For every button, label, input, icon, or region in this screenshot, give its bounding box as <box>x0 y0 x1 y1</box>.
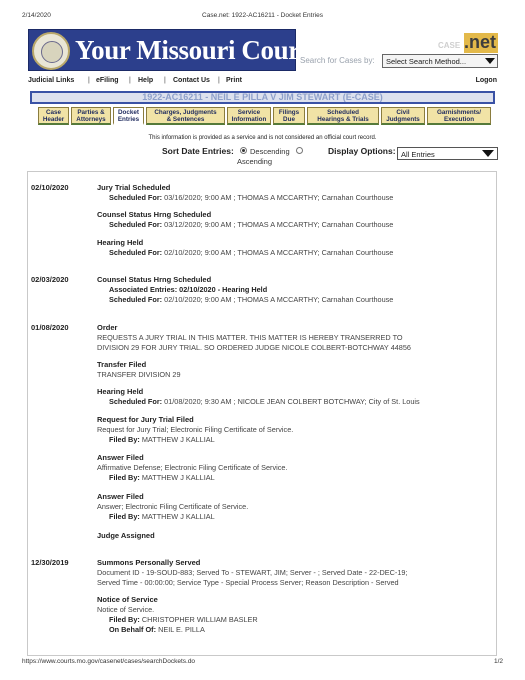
docket-item <box>97 323 492 353</box>
filed-by-value: MATTHEW J KALLIAL <box>141 473 215 482</box>
disclaimer-text: This information is provided as a service and is not considered an official court record. <box>148 135 377 141</box>
sort-descending-label: Descending <box>250 147 290 156</box>
display-options-value: All Entries <box>401 150 435 159</box>
tab-label-line: Judgments <box>386 116 420 123</box>
item-text: TRANSFER DIVISION 29 <box>97 370 181 379</box>
filed-by-line <box>97 512 492 522</box>
tab-label-line: Service <box>237 109 261 116</box>
scheduled-for-label: Scheduled For: <box>109 295 163 304</box>
filed-by-line <box>97 473 492 483</box>
casenet-logo[interactable] <box>438 33 498 55</box>
docket-item <box>97 183 492 203</box>
item-title: Jury Trial Scheduled <box>97 183 171 192</box>
tab-civil-judgments[interactable] <box>381 107 425 125</box>
logo-net-text: .net <box>463 32 496 52</box>
top-menu <box>28 77 497 87</box>
tab-label-line: Header <box>42 116 65 123</box>
scheduled-for-label: Scheduled For: <box>109 248 163 257</box>
chevron-down-icon <box>485 58 495 64</box>
item-text: Notice of Service. <box>97 605 155 614</box>
item-title: Counsel Status Hrng Scheduled <box>97 275 212 284</box>
docket-item <box>97 210 492 230</box>
menu-judicial-links[interactable]: Judicial Links <box>28 77 75 84</box>
sort-descending-radio[interactable] <box>240 147 247 154</box>
item-text: DIVISION 29 FOR JURY TRIAL. SO ORDERED JUDGE NICOLE COLBERT-BOTCHWAY 44856 <box>97 343 411 352</box>
filed-by-line <box>97 615 492 625</box>
item-title: Transfer Filed <box>97 360 147 369</box>
print-header <box>22 12 503 22</box>
scheduled-for-line <box>97 397 492 407</box>
item-text: Affirmative Defense; Electronic Filing Certificate of Service. <box>97 463 288 472</box>
docket-item <box>97 387 492 407</box>
tab-label-line: Parties & <box>77 109 105 116</box>
scheduled-for-label: Scheduled For: <box>109 397 163 406</box>
item-title: Summons Personally Served <box>97 558 201 567</box>
tab-label-line: Scheduled <box>327 109 359 116</box>
print-date: 2/14/2020 <box>22 12 51 19</box>
search-method-select[interactable] <box>382 54 498 68</box>
item-title: Notice of Service <box>97 595 158 604</box>
docket-item <box>97 275 492 305</box>
case-tabs <box>38 107 491 125</box>
logo-case-text: CASE <box>438 41 461 50</box>
menu-separator: | <box>218 77 220 84</box>
tab-label-line: Entries <box>117 116 140 123</box>
sort-ascending-radio[interactable] <box>296 147 303 154</box>
docket-item <box>97 453 492 483</box>
docket-item <box>97 238 492 258</box>
tab-scheduled-hearings[interactable] <box>307 107 379 125</box>
sort-ascending-label: Ascending <box>237 157 273 166</box>
item-title: Counsel Status Hrng Scheduled <box>97 210 212 219</box>
scheduled-for-line <box>97 295 492 305</box>
scheduled-for-line <box>97 220 492 230</box>
docket-item <box>97 531 492 541</box>
chevron-down-icon <box>482 150 494 157</box>
scheduled-for-label: Scheduled For: <box>109 220 163 229</box>
tab-label-line: Execution <box>443 116 475 123</box>
tab-label-line: Charges, Judgments <box>154 109 217 116</box>
tab-garnishments-execution[interactable] <box>427 107 491 125</box>
entry-date: 02/03/2020 <box>31 275 69 284</box>
tab-label-line: Hearings & Trials <box>317 116 369 123</box>
item-text: Request for Jury Trial; Electronic Filing Certificate of Service. <box>97 425 294 434</box>
filed-by-value: MATTHEW J KALLIAL <box>141 435 215 444</box>
sort-options-row <box>0 146 525 166</box>
on-behalf-of-label: On Behalf Of: <box>109 625 157 634</box>
item-title: Hearing Held <box>97 238 144 247</box>
scheduled-for-line <box>97 248 492 258</box>
tab-label-line: Filings <box>278 109 300 116</box>
footer-url: https://www.courts.mo.gov/casenet/cases/searchDockets.do <box>22 658 196 665</box>
docket-item <box>97 492 492 522</box>
scheduled-for-value: 03/12/2020; 9:00 AM ; THOMAS A MCCARTHY; Carnahan Courthouse <box>164 220 394 229</box>
missouri-seal-icon <box>32 32 70 70</box>
tab-case-header[interactable] <box>38 107 69 125</box>
on-behalf-of-line <box>97 625 492 635</box>
menu-logon[interactable]: Logon <box>475 77 497 84</box>
item-text: REQUESTS A JURY TRIAL IN THIS MATTER. THIS MATTER IS HEREBY TRANSERRED TO <box>97 333 403 342</box>
search-label: Search for Cases by: <box>300 56 375 65</box>
menu-contact-us[interactable]: Contact Us <box>173 77 210 84</box>
item-title: Order <box>97 323 118 332</box>
item-title: Hearing Held <box>97 387 144 396</box>
filed-by-label: Filed By: <box>109 435 140 444</box>
scheduled-for-value: 02/10/2020; 9:00 AM ; THOMAS A MCCARTHY; Carnahan Courthouse <box>164 295 394 304</box>
search-method-value: Select Search Method... <box>386 57 467 66</box>
docket-item <box>97 595 492 635</box>
sort-label: Sort Date Entries: <box>162 146 234 156</box>
on-behalf-of-value: NEIL E. PILLA <box>158 625 205 634</box>
item-title: Request for Jury Trial Filed <box>97 415 194 424</box>
tab-label-line: Docket <box>118 109 139 116</box>
filed-by-label: Filed By: <box>109 512 140 521</box>
menu-print[interactable]: Print <box>226 77 242 84</box>
item-title: Answer Filed <box>97 492 144 501</box>
tab-docket-entries[interactable] <box>113 107 144 125</box>
entry-date: 02/10/2020 <box>31 183 69 192</box>
tab-filings-due[interactable] <box>273 107 305 125</box>
entry-date: 01/08/2020 <box>31 323 69 332</box>
menu-efiling[interactable]: eFiling <box>96 77 119 84</box>
docket-item <box>97 558 492 588</box>
scheduled-for-line <box>97 193 492 203</box>
tab-label-line: & Sentences <box>166 116 205 123</box>
filed-by-value: CHRISTOPHER WILLIAM BASLER <box>141 615 258 624</box>
scheduled-for-value: 03/16/2020; 9:00 AM ; THOMAS A MCCARTHY; Carnahan Courthouse <box>164 193 394 202</box>
menu-separator: | <box>164 77 166 84</box>
tab-charges-judgments[interactable] <box>146 107 225 125</box>
item-text: Document ID - 19-SOUD-883; Served To - STEWART, JIM; Server - ; Served Date - 22-DEC-19; <box>97 568 408 577</box>
print-title: Case.net: 1922-AC16211 - Docket Entries <box>202 12 323 19</box>
associated-entries: Associated Entries: 02/10/2020 - Hearing Held <box>109 285 268 294</box>
banner-title: Your Missouri Courts <box>75 35 319 65</box>
tab-label-line: Civil <box>396 109 410 116</box>
site-banner[interactable] <box>28 29 319 71</box>
filed-by-label: Filed By: <box>109 615 140 624</box>
filed-by-value: MATTHEW J KALLIAL <box>141 512 215 521</box>
item-title: Judge Assigned <box>97 531 155 540</box>
item-title: Answer Filed <box>97 453 144 462</box>
display-options-select[interactable] <box>397 147 498 160</box>
menu-help[interactable]: Help <box>138 77 154 84</box>
docket-item <box>97 415 492 445</box>
case-title: 1922-AC16211 - NEIL E PILLA V JIM STEWART (E-CASE) <box>30 91 495 104</box>
associated-entries-line <box>97 285 492 295</box>
scheduled-for-label: Scheduled For: <box>109 193 163 202</box>
item-text: Answer; Electronic Filing Certificate of Service. <box>97 502 249 511</box>
display-options-label: Display Options: <box>328 146 396 156</box>
tab-label-line: Information <box>231 116 267 123</box>
scheduled-for-value: 02/10/2020; 9:00 AM ; THOMAS A MCCARTHY; Carnahan Courthouse <box>164 248 394 257</box>
entry-date: 12/30/2019 <box>31 558 69 567</box>
docket-item <box>97 360 492 380</box>
footer-page-number: 1/2 <box>493 658 503 665</box>
tab-label-line: Garnishments/ <box>436 109 482 116</box>
filed-by-label: Filed By: <box>109 473 140 482</box>
docket-entries-panel <box>27 171 497 656</box>
tab-service-information[interactable] <box>227 107 271 125</box>
tab-label-line: Case <box>45 109 62 116</box>
print-footer <box>22 658 503 665</box>
menu-separator: | <box>88 77 90 84</box>
tab-label-line: Due <box>283 116 295 123</box>
scheduled-for-value: 01/08/2020; 9:30 AM ; NICOLE JEAN COLBERT BOTCHWAY; City of St. Louis <box>164 397 420 406</box>
filed-by-line <box>97 435 492 445</box>
tab-parties-attorneys[interactable] <box>71 107 111 125</box>
tab-label-line: Attorneys <box>76 116 106 123</box>
menu-separator: | <box>129 77 131 84</box>
item-text: Served Time - 00:00:00; Service Type - Special Process Server; Reason Description - Served <box>97 578 399 587</box>
